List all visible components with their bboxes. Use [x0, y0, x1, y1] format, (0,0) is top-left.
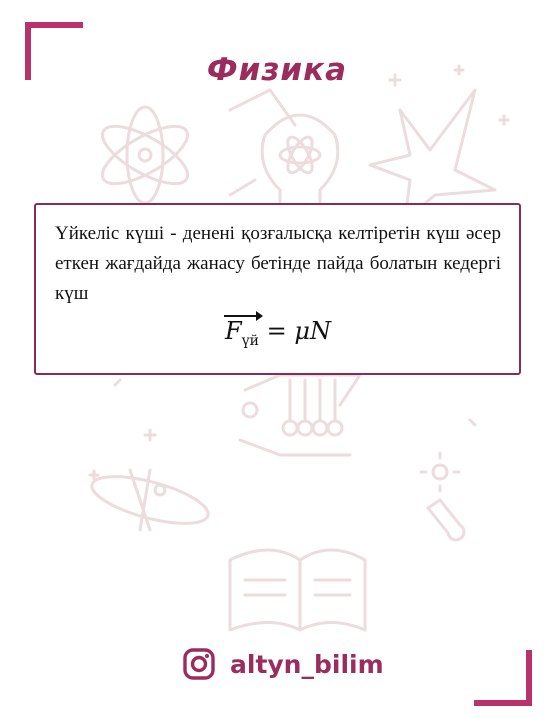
force-vector	[225, 313, 259, 349]
formula-rhs: μN	[294, 317, 331, 345]
definition-card	[34, 203, 521, 375]
corner-bracket-bottom-right	[474, 650, 532, 706]
vector-arrow-icon	[224, 315, 261, 317]
book-doodle-icon	[230, 550, 365, 630]
force-symbol: F	[225, 317, 242, 345]
friction-formula	[55, 313, 501, 349]
page-title: Физика	[206, 52, 348, 88]
definition-text: Үйкеліс күші - денені қозғалысқа келтіретін күш әсер еткен жағдайда жанасу бетінде пайда болатын кедергі күш	[55, 223, 501, 304]
thermometer-doodle-icon	[421, 453, 464, 540]
newtons-cradle-doodle-icon	[240, 375, 360, 455]
atom-doodle-icon	[94, 107, 195, 203]
star-doodle-icon	[370, 66, 508, 220]
footer[interactable]	[182, 645, 384, 683]
force-subscript: үй	[241, 332, 259, 349]
instagram-handle[interactable]: altyn_bilim	[230, 649, 384, 679]
rotation-doodle-icon	[87, 430, 212, 533]
instagram-icon[interactable]	[182, 647, 216, 681]
equals-sign: =	[266, 317, 287, 345]
